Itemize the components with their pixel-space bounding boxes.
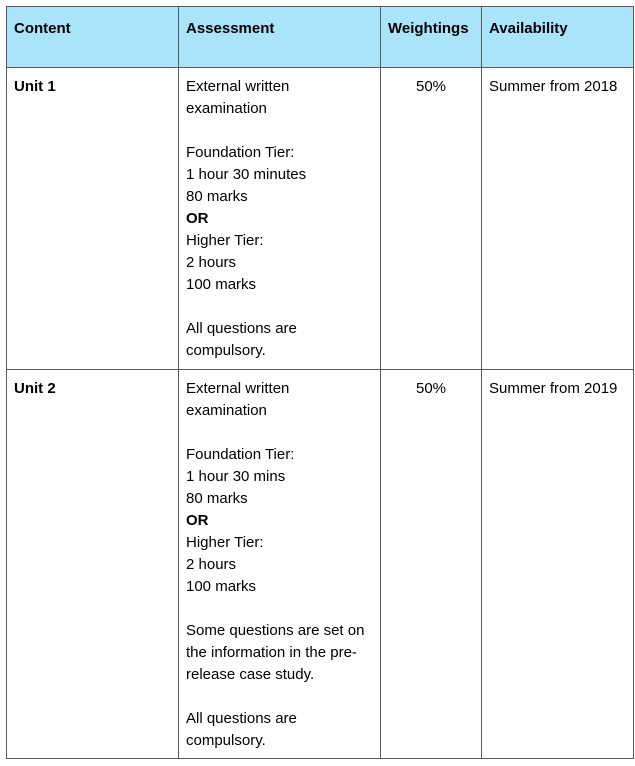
weighting-cell: 50% [381, 68, 482, 370]
header-weightings: Weightings [381, 7, 482, 68]
table-row [7, 68, 634, 370]
header-row [7, 7, 634, 68]
higher-marks: 100 marks [186, 276, 257, 293]
header-availability: Availability [482, 7, 634, 68]
assessment-note: All questions are compulsory. [186, 320, 297, 359]
higher-duration: 2 hours [186, 556, 237, 573]
or-label: OR [186, 210, 209, 227]
assessment-table [6, 6, 634, 759]
foundation-marks: 80 marks [186, 490, 248, 507]
foundation-label: Foundation Tier: [186, 144, 295, 161]
higher-duration: 2 hours [186, 254, 237, 271]
unit-cell: Unit 2 [7, 370, 179, 759]
tier-details [186, 444, 373, 598]
table-row [7, 370, 634, 759]
header-content: Content [7, 7, 179, 68]
foundation-marks: 80 marks [186, 188, 248, 205]
foundation-duration: 1 hour 30 minutes [186, 166, 307, 183]
foundation-duration: 1 hour 30 mins [186, 468, 286, 485]
tier-details [186, 142, 373, 296]
availability-cell: Summer from 2019 [482, 370, 634, 759]
foundation-label: Foundation Tier: [186, 446, 295, 463]
case-study-note: Some questions are set on the information in the pre-release case study. [186, 622, 365, 683]
weighting-cell: 50% [381, 370, 482, 759]
assessment-type: External written examination [186, 78, 290, 117]
or-label: OR [186, 512, 209, 529]
higher-marks: 100 marks [186, 578, 257, 595]
header-assessment: Assessment [179, 7, 381, 68]
assessment-cell [179, 370, 381, 759]
assessment-type: External written examination [186, 380, 290, 419]
higher-label: Higher Tier: [186, 232, 264, 249]
availability-cell: Summer from 2018 [482, 68, 634, 370]
unit-cell: Unit 1 [7, 68, 179, 370]
higher-label: Higher Tier: [186, 534, 264, 551]
assessment-cell [179, 68, 381, 370]
assessment-note: All questions are compulsory. [186, 710, 297, 749]
